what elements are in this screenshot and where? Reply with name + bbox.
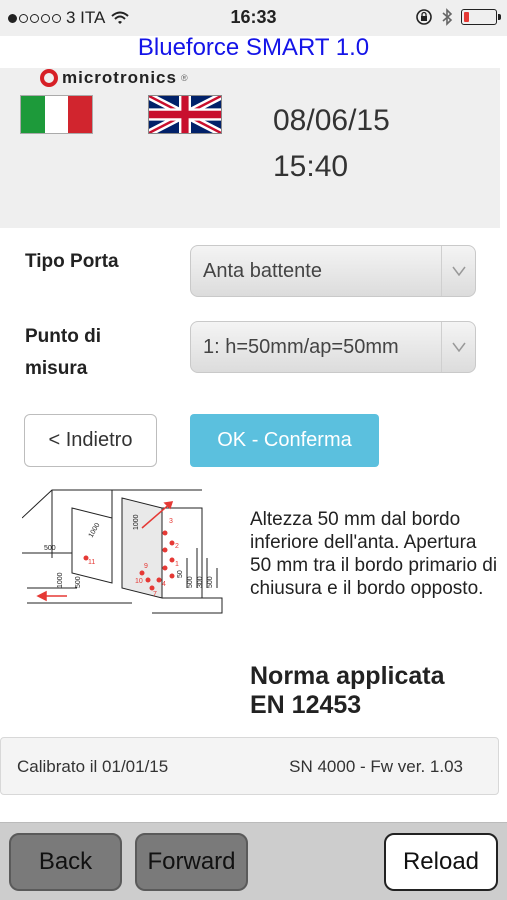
door-measurement-diagram (22, 488, 227, 618)
diagram-label: 50 (177, 570, 184, 578)
serial-firmware: SN 4000 - Fw ver. 1.03 (289, 757, 463, 776)
diagram-label: 1000 (133, 514, 140, 530)
diagram-label: 500 (207, 576, 214, 588)
door-type-select[interactable] (190, 245, 476, 297)
point-label: 1 (175, 561, 179, 568)
diagram-label: 500 (44, 545, 56, 552)
diagram-label: 300 (197, 576, 204, 588)
chevron-down-icon (441, 246, 475, 296)
calibration-date: Calibrato il 01/01/15 (17, 757, 169, 776)
reload-button[interactable]: Reload (384, 833, 498, 891)
brand-logo: microtronics ® (40, 68, 189, 88)
measure-point-select[interactable] (190, 321, 476, 373)
diagram-label: 1000 (57, 572, 64, 588)
header-date: 08/06/15 (273, 104, 390, 137)
nav-back-button[interactable]: Back (9, 833, 122, 891)
point-label: 7 (153, 591, 157, 598)
uk-flag-icon[interactable] (148, 95, 222, 134)
rotation-lock-icon (415, 8, 433, 26)
nav-forward-button[interactable]: Forward (135, 833, 248, 891)
status-time: 16:33 (230, 7, 277, 27)
logo-mark-icon (40, 69, 58, 87)
point-label: 3 (169, 518, 173, 525)
diagram-label: 1000 (87, 522, 102, 539)
back-button[interactable]: < Indietro (24, 414, 157, 467)
chevron-down-icon (441, 322, 475, 372)
point-label: 11 (88, 559, 96, 566)
app-title: Blueforce SMART 1.0 (137, 34, 370, 61)
door-type-label: Tipo Porta (25, 251, 119, 272)
measure-point-label: Punto di misura (25, 326, 101, 379)
point-label: 4 (162, 581, 166, 588)
point-label: 9 (144, 563, 148, 570)
point-label: 2 (175, 543, 179, 550)
header-panel (0, 68, 500, 228)
status-bar (0, 0, 507, 36)
italian-flag-icon[interactable] (20, 95, 93, 134)
point-label: 10 (135, 578, 143, 585)
brand-name: microtronics (62, 68, 177, 87)
battery-level (464, 12, 469, 22)
bluetooth-icon (441, 8, 453, 26)
status-right (415, 8, 497, 26)
measure-point-value: 1: h=50mm/ap=50mm (203, 335, 399, 358)
battery-icon (461, 9, 497, 25)
diagram-label: 500 (187, 576, 194, 588)
door-type-value: Anta battente (203, 259, 322, 282)
diagram-label: 500 (75, 576, 82, 588)
device-info-bar (0, 737, 499, 795)
ok-confirm-button[interactable]: OK - Conferma (190, 414, 379, 467)
measure-description: Altezza 50 mm dal bordo inferiore dell'anta. Apertura 50 mm tra il bordo primario di chiusura e il bordo opposto. (250, 509, 498, 599)
header-time: 15:40 (273, 150, 349, 183)
carrier-name: 3 ITA (66, 8, 106, 27)
bottom-toolbar (0, 822, 507, 900)
applied-standard: Norma applicata EN 12453 (250, 662, 445, 719)
